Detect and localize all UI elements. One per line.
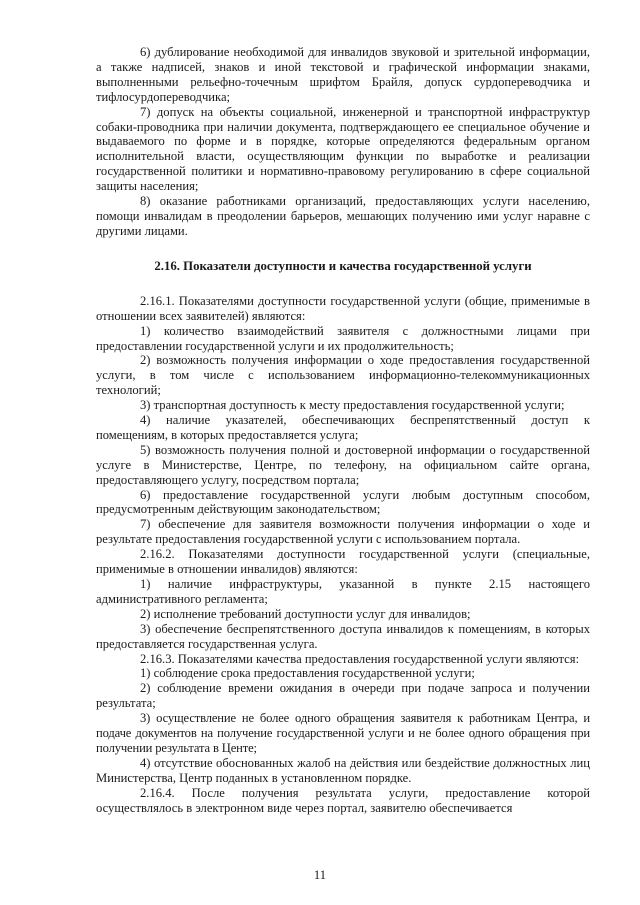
paragraph: 2) возможность получения информации о ходе предоставления государственной услуги, в том числе с использованием информационно-телекоммуникационных технологий; <box>96 353 590 398</box>
paragraph: 8) оказание работниками организаций, предоставляющих услуги населению, помощи инвалидам в преодолении барьеров, мешающих получению ими услуг наравне с другими лицами. <box>96 194 590 238</box>
paragraph: 1) наличие инфраструктуры, указанной в пункте 2.15 настоящего административного регламента; <box>96 577 590 606</box>
paragraph: 3) транспортная доступность к месту предоставления государственной услуги; <box>140 398 565 413</box>
paragraph: 2.16.2. Показателями доступности государственной услуги (специальные, применимые в отношении инвалидов) являются: <box>96 547 590 577</box>
document-body <box>96 45 590 816</box>
paragraph: 5) возможность получения полной и достоверной информации о государственной услуге в Министерстве, Центре, по телефону, на официальном сайте органа, предоставляющего услугу, посредством портала; <box>96 442 590 487</box>
paragraph: 7) допуск на объекты социальной, инженерной и транспортной инфраструктур собаки-проводника при наличии документа, подтверждающего ее специальное обучение и выдаваемого по форме и в порядке, которые определяются федеральным органом исполнительной власти, осуществляющим функции по выработке и реализации государственной политики и нормативно-правовому регулированию в сфере социальной защиты населения; <box>96 104 590 194</box>
paragraph: 2.16.4. После получения результата услуги, предоставление которой осуществлялось в электронном виде через портал, заявителю обеспечивается <box>96 785 590 815</box>
paragraph: 1) количество взаимодействий заявителя с должностными лицами при предоставлении государственной услуги и их продолжительность; <box>96 323 590 353</box>
paragraph: 2.16.3. Показателями качества предоставления государственной услуги являются: <box>140 651 580 666</box>
paragraph: 6) предоставление государственной услуги любым доступным способом, предусмотренным действующим законодательством; <box>96 487 590 517</box>
paragraph: 3) осуществление не более одного обращения заявителя к работникам Центра, и подаче документов на получение государственной услуги и не более одного обращения при получении результата в Центе; <box>96 711 590 755</box>
paragraph: 2.16.1. Показателями доступности государственной услуги (общие, применимые в отношении всех заявителей) являются: <box>96 293 590 323</box>
page-number: 11 <box>313 868 327 882</box>
paragraph: 2) исполнение требований доступности услуг для инвалидов; <box>140 606 471 621</box>
section-heading: 2.16. Показатели доступности и качества государственной услуги <box>154 258 532 273</box>
paragraph: 2) соблюдение времени ожидания в очереди при подаче запроса и получении результата; <box>96 681 590 711</box>
paragraph: 4) отсутствие обоснованных жалоб на действия или бездействие должностных лиц Министерства, Центр поданных в установленном порядке. <box>96 755 590 785</box>
paragraph: 3) обеспечение беспрепятственного доступа инвалидов к помещениям, в которых предоставляется государственная услуга. <box>96 621 590 651</box>
paragraph: 7) обеспечение для заявителя возможности получения информации о ходе и результате предоставления государственной услуги с использованием портала. <box>96 517 590 547</box>
paragraph: 4) наличие указателей, обеспечивающих беспрепятственный доступ к помещениям, в которых предоставляется услуга; <box>96 413 590 442</box>
paragraph: 1) соблюдение срока предоставления государственной услуги; <box>140 666 475 681</box>
paragraph: 6) дублирование необходимой для инвалидов звуковой и зрительной информации, а также надписей, знаков и иной текстовой и графической информации знаками, выполненными рельефно-точечным шрифтом Брайля, допуск сурдопереводчика и тифлосурдопереводчика; <box>96 45 590 104</box>
